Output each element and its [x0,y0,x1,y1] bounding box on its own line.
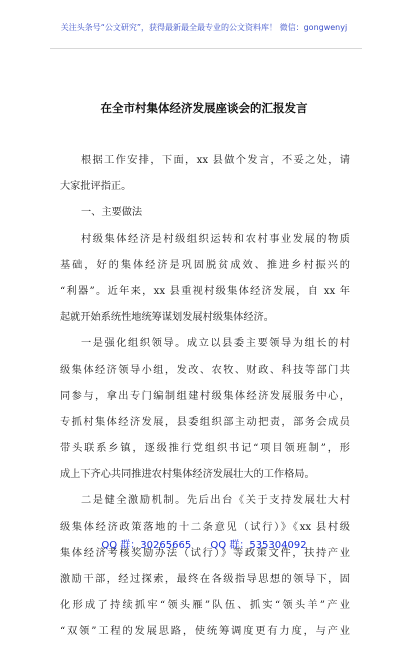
paragraph-line: 级集体经济领导小组，发改、农牧、财政、科技等部门共 [60,364,350,376]
paragraph-line: 起就开始系统性地统筹谋划发展村级集体经济。 [60,312,274,324]
paragraph-line: “利器”。近年来，xx 县重视村级集体经济发展，自 xx 年 [60,285,350,297]
paragraph-line: 村级集体经济是村级组织运转和农村事业发展的物质 [81,233,350,245]
paragraph-line: 带头联系乡镇，逐级推行党组织书记“项目领班制”，形 [60,443,350,455]
header-divider [50,48,362,49]
paragraph-line: 基础，好的集体经济是巩固脱贫成效、推进乡村振兴的 [60,259,350,271]
paragraph-line: “双领”工程的发展思路，使统筹调度更有力度，与产业 [60,626,350,638]
page-header-banner: 关注头条号“公文研究”，获得最新最全最专业的公文资料库！ 微信：gongwenyj [60,23,348,32]
paragraph-line: 集体经济考核奖励办法（试行）》等政策文件，扶持产业 [60,547,350,559]
qq-group-2-link[interactable]: QQ 群：535304092 [210,540,307,551]
page-footer [0,536,408,551]
paragraph-line: 根据工作安排，下面，xx 县做个发言，不妥之处，请 [81,155,350,166]
document-title: 在全市村集体经济发展座谈会的汇报发言 [100,101,308,115]
paragraph-line: 专抓村集体经济发展，县委组织部主动把责，部务会成员 [60,416,350,428]
paragraph-line: 级集体经济政策落地的十二条意见（试行）》《xx 县村级 [60,521,350,533]
paragraph-line: 一是强化组织领导。成立以县委主要领导为组长的村 [81,338,350,350]
paragraph-line: 成上下齐心共同推进农村集体经济发展壮大的工作格局。 [60,469,315,481]
document-body [60,148,350,646]
qq-group-1-link[interactable]: QQ 群：30265665 [101,540,192,551]
paragraph-line: 激励干部，经过探索，最终在各级指导思想的领导下，固 [60,574,350,585]
paragraph-line: 同参与，拿出专门编制组建村级集体经济发展服务中心， [60,390,350,402]
paragraph-line: 大家批评指正。 [60,181,132,193]
paragraph-line: 二是健全激励机制。先后出台《关于支持发展壮大村 [81,495,350,507]
section-heading: 一、主要做法 [81,207,143,219]
paragraph-line: 化形成了持续抓牢“领头雁”队伍、抓实“领头羊”产业 [60,600,350,612]
